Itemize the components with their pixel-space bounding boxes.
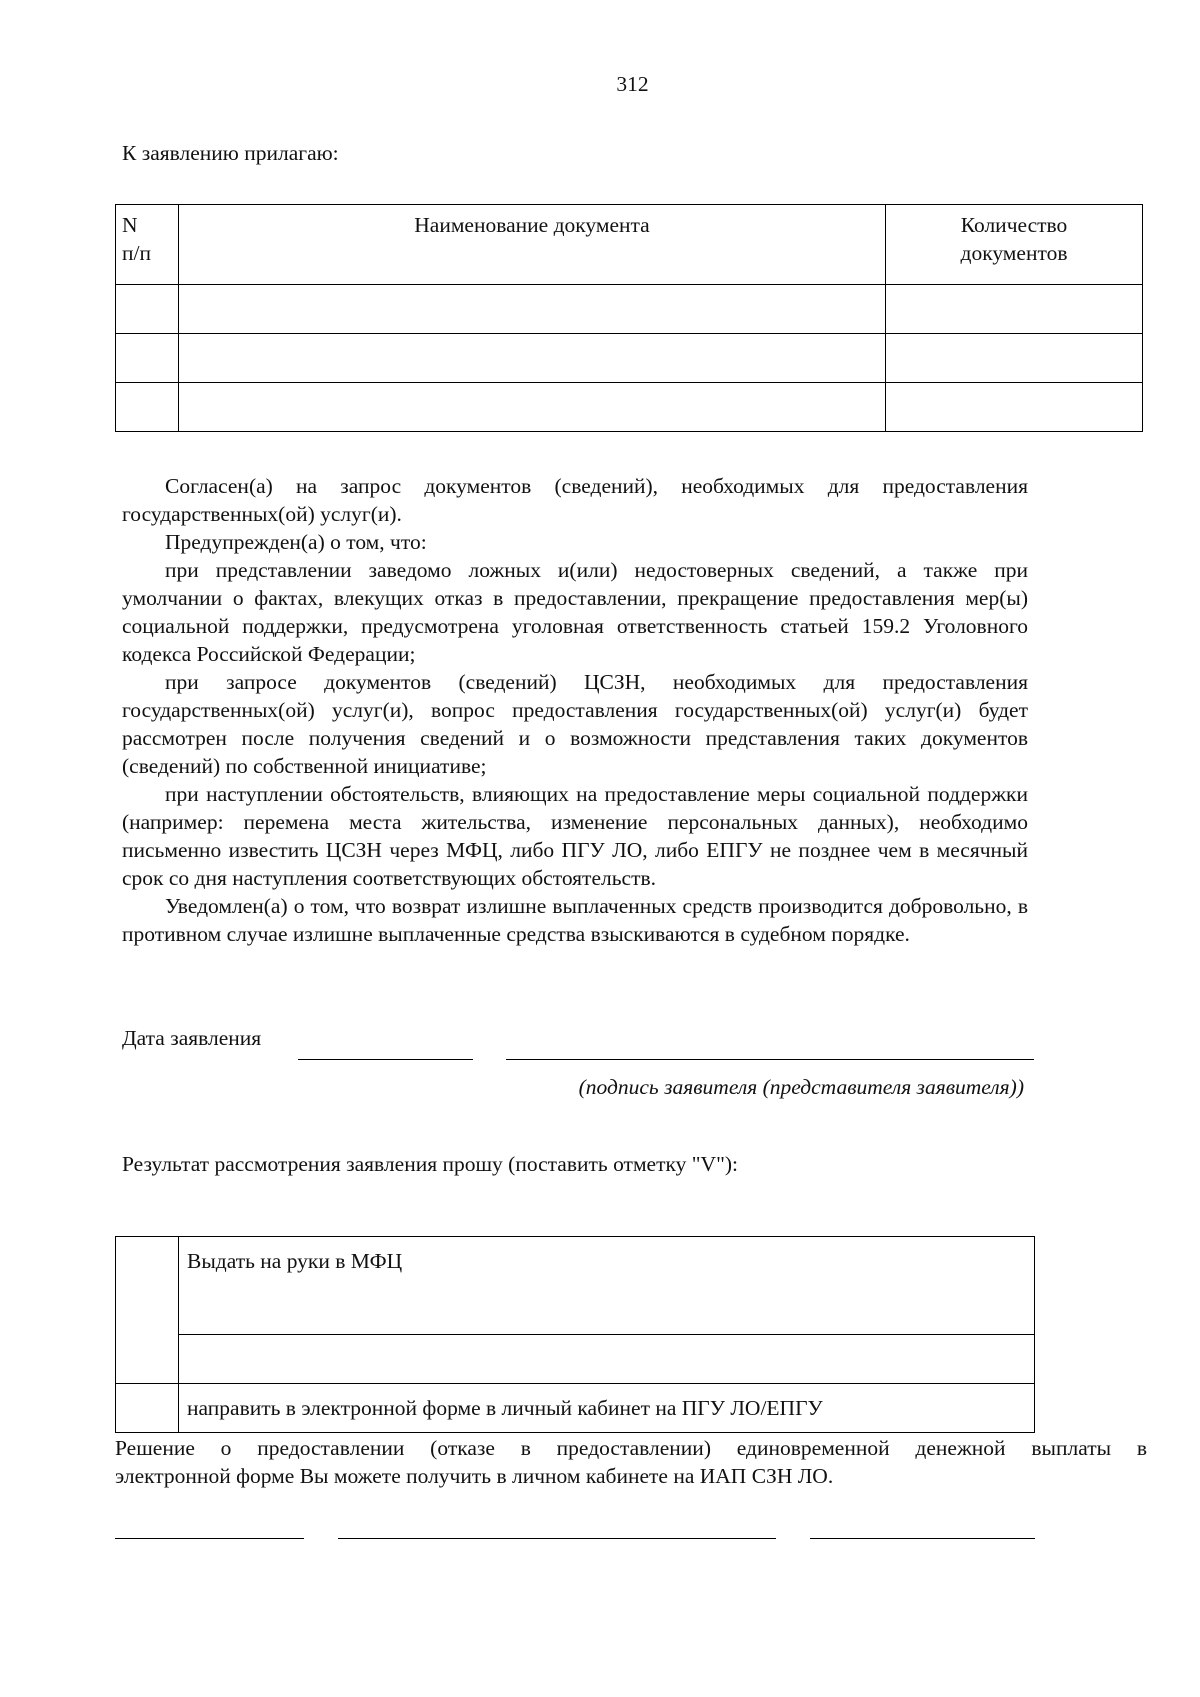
- signature-caption: (подпись заявителя (представителя заявителя)): [578, 1075, 1024, 1099]
- option-extra-row: [116, 1335, 1035, 1384]
- attachments-header-row: [116, 205, 1143, 285]
- table-row[interactable]: [116, 383, 1143, 432]
- date-label: Дата заявления: [122, 1026, 262, 1050]
- blank-line-3[interactable]: [810, 1538, 1035, 1539]
- option-extra-cell[interactable]: [179, 1335, 1035, 1384]
- document-name-cell[interactable]: [179, 383, 886, 432]
- option-mfc-checkbox[interactable]: [116, 1237, 179, 1384]
- option-mfc-row: [116, 1237, 1035, 1335]
- attachments-table: [115, 204, 1143, 432]
- consent-paragraph: Согласен(а) на запрос документов (сведений), необходимых для предоставления государственных(ой) услуг(и).: [122, 474, 1028, 526]
- result-options-table: [115, 1236, 1035, 1433]
- warning-notify-changes: при наступлении обстоятельств, влияющих на предоставление меры социальной поддержки (например: перемена места жительства, изменение персональных данных), необходимо письменно известить ЦСЗН через МФЦ, либо ПГУ ЛО, либо ЕПГУ не позднее чем в месячный срок со дня наступления соответствующих обстоятельств.: [122, 782, 1028, 890]
- option-electronic-label: направить в электронной форме в личный кабинет на ПГУ ЛО/ЕПГУ: [179, 1384, 1035, 1433]
- date-field[interactable]: [298, 1059, 473, 1060]
- document-count-cell[interactable]: [886, 285, 1143, 334]
- result-heading: Результат рассмотрения заявления прошу (поставить отметку "V"):: [122, 1152, 738, 1176]
- column-number-header: N п/п: [116, 205, 179, 285]
- warning-intro: Предупрежден(а) о том, что:: [165, 530, 427, 554]
- warning-false-info: при представлении заведомо ложных и(или) недостоверных сведений, а также при умолчании о фактах, влекущих отказ в предоставлении, прекращение предоставления мер(ы) социальной поддержки, предусмотрена уголовная ответственность статьей 159.2 Уголовного кодекса Российской Федерации;: [122, 558, 1028, 666]
- table-row[interactable]: [116, 334, 1143, 383]
- document-count-cell[interactable]: [886, 334, 1143, 383]
- table-row[interactable]: [116, 285, 1143, 334]
- number-cell[interactable]: [116, 334, 179, 383]
- refund-notice: Уведомлен(а) о том, что возврат излишне выплаченных средств производится добровольно, в противном случае излишне выплаченные средства взыскиваются в судебном порядке.: [122, 894, 1028, 946]
- option-electronic-row: [116, 1384, 1035, 1433]
- number-cell[interactable]: [116, 383, 179, 432]
- option-electronic-checkbox[interactable]: [116, 1384, 179, 1433]
- signature-field[interactable]: [506, 1059, 1034, 1060]
- option-mfc-label: Выдать на руки в МФЦ: [179, 1237, 1035, 1335]
- decision-note: [115, 1434, 1147, 1490]
- consent-text: [122, 472, 1028, 948]
- decision-note-line-2: электронной форме Вы можете получить в личном кабинете на ИАП СЗН ЛО.: [115, 1464, 834, 1488]
- decision-note-line-1: Решение о предоставлении (отказе в предоставлении) единовременной денежной выплаты в: [115, 1436, 1147, 1460]
- document-name-cell[interactable]: [179, 334, 886, 383]
- blank-line-2[interactable]: [338, 1538, 776, 1539]
- column-count-header: Количество документов: [886, 205, 1143, 285]
- column-name-header: Наименование документа: [179, 205, 886, 285]
- attachments-heading: К заявлению прилагаю:: [122, 141, 339, 165]
- document-name-cell[interactable]: [179, 285, 886, 334]
- warning-document-request: при запросе документов (сведений) ЦСЗН, необходимых для предоставления государственных(ой) услуг(и), вопрос предоставления государственных(ой) услуг(и) будет рассмотрен после получения сведений и о возможности представления таких документов (сведений) по собственной инициативе;: [122, 670, 1028, 778]
- page-number: 312: [616, 72, 649, 96]
- number-cell[interactable]: [116, 285, 179, 334]
- blank-line-1[interactable]: [115, 1538, 304, 1539]
- document-count-cell[interactable]: [886, 383, 1143, 432]
